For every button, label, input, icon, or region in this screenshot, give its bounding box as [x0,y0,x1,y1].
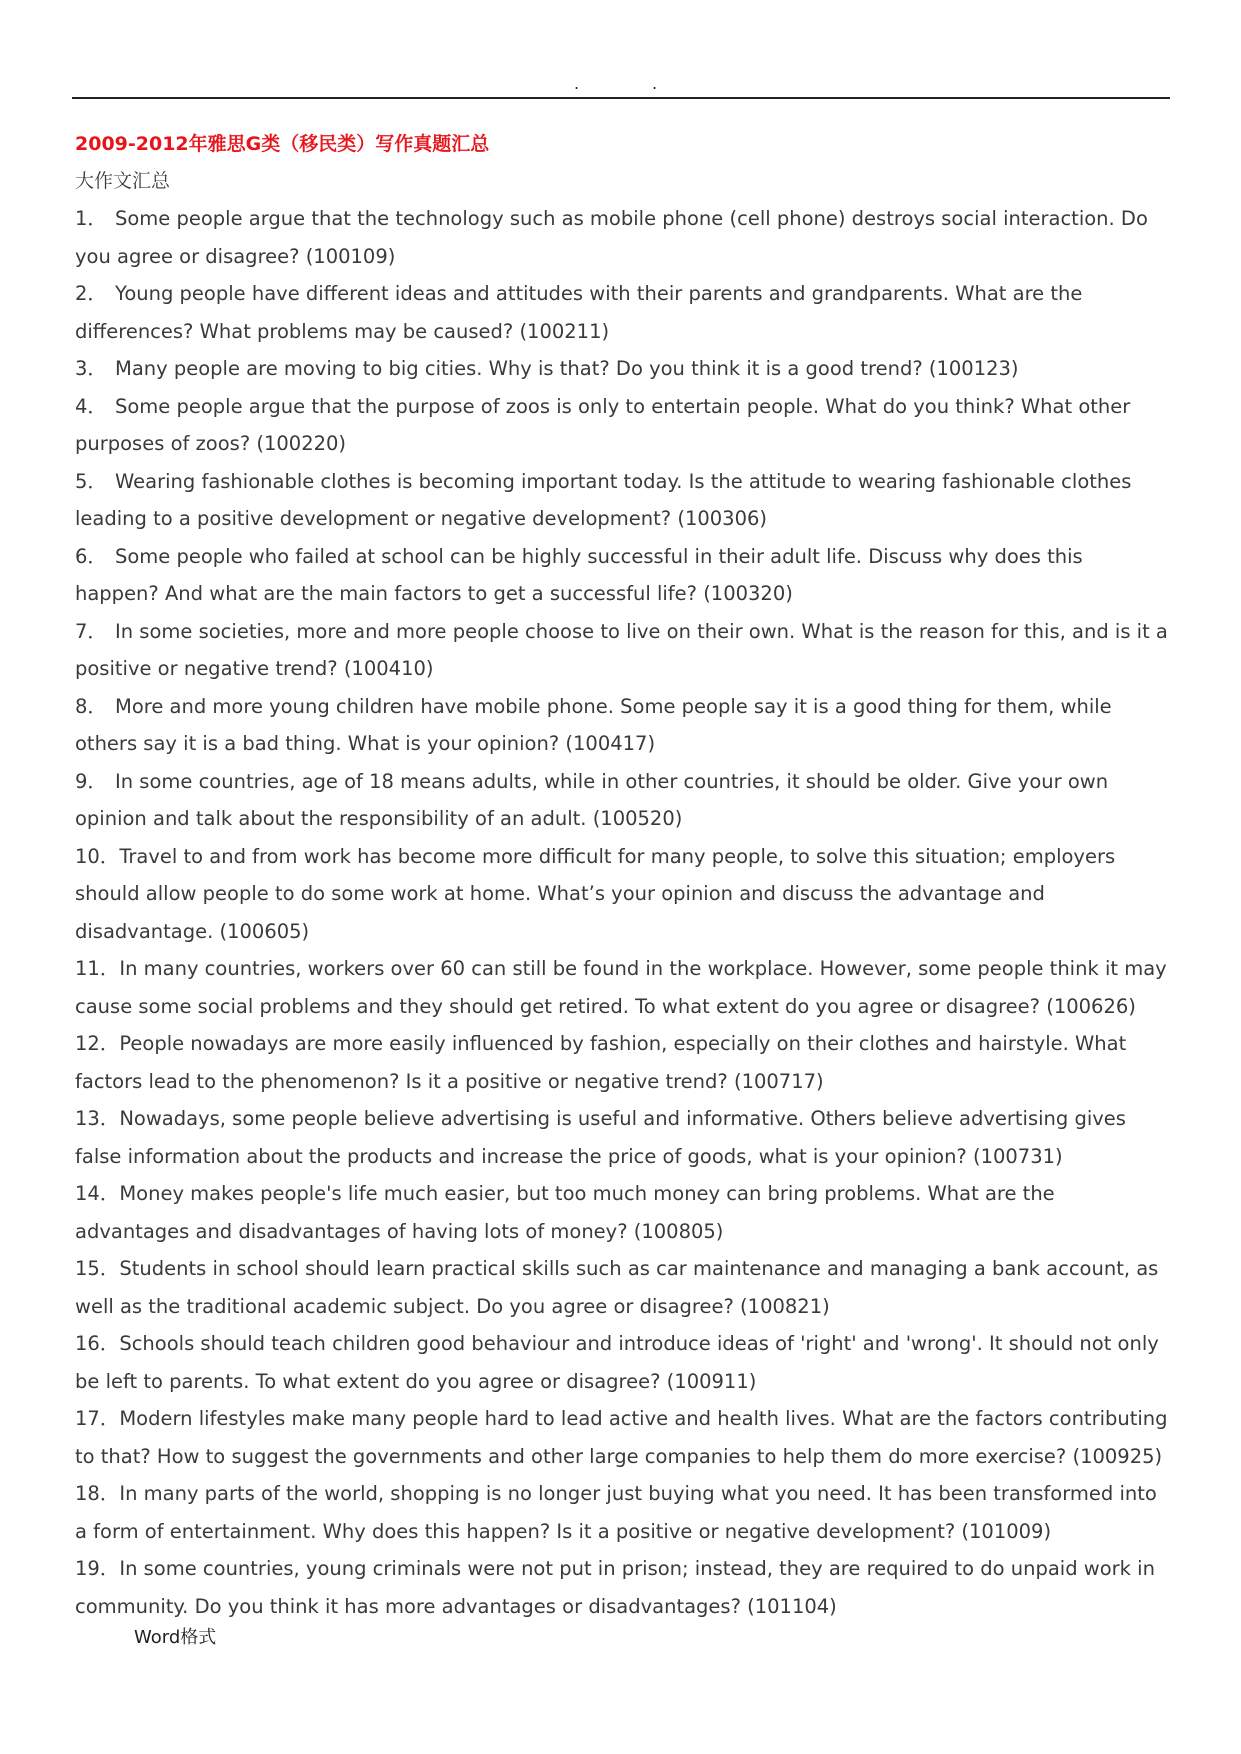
list-item [75,1475,1170,1550]
item-text: In many parts of the world, shopping is no longer just buying what you need. It has been transformed into a form of entertainment. Why does this happen? Is it a positive or negative development? (101009) [75,1482,1157,1543]
item-number: 13． [75,1107,120,1130]
item-number: 11． [75,957,120,980]
item-number: 19． [75,1557,120,1580]
footer-label: Word格式 [134,1627,217,1648]
item-number: 15． [75,1257,120,1280]
item-text: Nowadays, some people believe advertising is useful and informative. Others believe advertising gives false information about the products and increase the price of goods, what is your opinion? (100731) [75,1107,1126,1168]
list-item [75,538,1170,613]
item-text: In many countries, workers over 60 can still be found in the workplace. However, some people think it may cause some social problems and they should get retired. To what extent do you agree or disagree? (100626) [75,957,1167,1018]
item-number: 6． [75,544,107,568]
item-text: More and more young children have mobile phone. Some people say it is a good thing for them, while others say it is a bad thing. What is your opinion? (100417) [75,694,1112,755]
item-number: 2． [75,282,107,305]
item-text: Schools should teach children good behaviour and introduce ideas of 'right' and 'wrong'. It should not only be left to parents. To what extent do you agree or disagree? (100911) [75,1332,1159,1393]
list-item [75,200,1170,275]
list-item [75,1250,1170,1325]
item-number: 18． [75,1482,120,1505]
item-text: Modern lifestyles make many people hard to lead active and health lives. What are the factors contributing to that? How to suggest the governments and other large companies to help them do more exercise? (100925) [75,1407,1168,1468]
item-number: 3． [75,357,107,380]
item-text: Some people argue that the purpose of zoos is only to entertain people. What do you think? What other purposes of zoos? (100220) [75,394,1131,455]
list-item [75,1400,1170,1475]
list-item [75,838,1170,951]
document-body [75,126,1170,1625]
section-title: 大作文汇总 [75,170,171,192]
list-item [75,950,1170,1025]
item-text: In some countries, young criminals were not put in prison; instead, they are required to do unpaid work in community. Do you think it has more advantages or disadvantages? (101104) [75,1557,1155,1618]
list-item [75,688,1170,763]
item-text: Young people have different ideas and attitudes with their parents and grandparents. What are the differences? What problems may be caused? (100211) [75,282,1083,343]
item-text: Money makes people's life much easier, but too much money can bring problems. What are the advantages and disadvantages of having lots of money? (100805) [75,1182,1055,1243]
item-number: 4． [75,394,107,418]
item-text: Wearing fashionable clothes is becoming important today. Is the attitude to wearing fashionable clothes leading to a positive development or negative development? (100306) [75,469,1132,530]
list-item [75,763,1170,838]
item-text: People nowadays are more easily influenced by fashion, especially on their clothes and hairstyle. What factors lead to the phenomenon? Is it a positive or negative trend? (100717) [75,1032,1127,1093]
header-rule [72,97,1170,99]
item-number: 7． [75,619,107,643]
item-number: 1． [75,207,107,230]
item-number: 14． [75,1182,120,1205]
list-item [75,1175,1170,1250]
list-item [75,1100,1170,1175]
item-number: 16． [75,1332,120,1355]
list-item [75,350,1170,388]
item-text: Travel to and from work has become more difficult for many people, to solve this situation; employers should allow people to do some work at home. What’s your opinion and discuss the advantage and disadvantage. (100605) [75,844,1116,943]
list-item [75,613,1170,688]
list-item [75,388,1170,463]
question-list [75,200,1170,1625]
item-text: Some people argue that the technology such as mobile phone (cell phone) destroys social interaction. Do you agree or disagree? (100109) [75,207,1148,268]
item-number: 5． [75,469,107,493]
header-dot: . [574,74,580,93]
item-number: 17． [75,1407,120,1430]
item-number: 9． [75,769,107,793]
header-dots [0,76,1241,96]
list-item [75,1025,1170,1100]
item-text: Students in school should learn practical skills such as car maintenance and managing a bank account, as well as the traditional academic subject. Do you agree or disagree? (100821) [75,1257,1159,1318]
document-title: 2009-2012年雅思G类（移民类）写作真题汇总 [75,133,490,155]
header-dot: . [652,74,658,93]
item-text: In some societies, more and more people choose to live on their own. What is the reason for this, and is it a positive or negative trend? (100410) [75,619,1168,680]
list-item [75,275,1170,350]
item-number: 8． [75,694,107,718]
list-item [75,1325,1170,1400]
item-text: In some countries, age of 18 means adults, while in other countries, it should be older. Give your own opinion and talk about the responsibility of an adult. (100520) [75,769,1109,830]
item-text: Many people are moving to big cities. Why is that? Do you think it is a good trend? (100123) [115,357,1019,380]
item-number: 12． [75,1032,120,1055]
list-item [75,463,1170,538]
item-text: Some people who failed at school can be highly successful in their adult life. Discuss why does this happen? And what are the main factors to get a successful life? (100320) [75,544,1083,605]
item-number: 10． [75,844,120,868]
list-item [75,1550,1170,1625]
